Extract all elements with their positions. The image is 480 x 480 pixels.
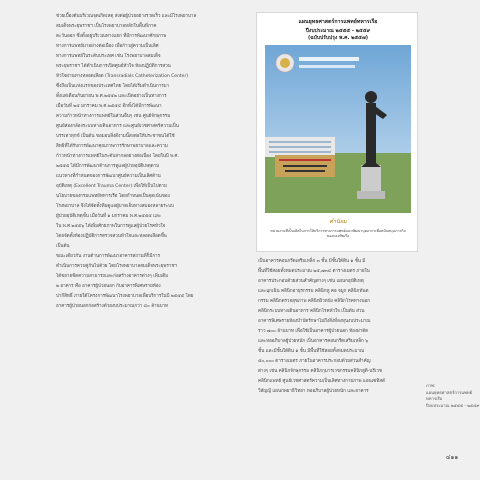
text-line: อาคารผู้ป่วยนอกก่อสร้างด้วยงบประมาณกว่า ๘๐ ล้านบาท <box>56 304 168 309</box>
text-line: พื้นที่ใช้สอยทั้งหมดประมาณ ๒๕,๗๓๔ ตารางเมตร ภายใน <box>258 269 370 274</box>
text-line: ต่างๆ เช่น คลินิกจักษุกรรม คลินิกกุมารเวชกรรมคลินิกสูติ-นรีเวช <box>258 369 382 374</box>
text-line: ตั้งแต่เดือนกันยายน พ.ศ.๒๕๕๒ และเปิดอย่างเป็นทางการ <box>56 94 167 99</box>
text-line: ตะวันออก ซึ่งตั้งอยู่บริเวณทางแยก ที่มีการพัฒนาศักยภาพ <box>56 34 167 39</box>
text-line: เมื่อวันที่ ๒๕ มกราคม พ.ศ.๒๕๕๔ อีกทั้งได้มีการพัฒนา <box>56 104 162 109</box>
text-line: ปากีสิทธิ์ ภายใต้โครงการพัฒนาโรงพยาบาลเพื่อบริการในปี ๒๕๕๕ โดย <box>56 294 194 299</box>
text-line: เป็นอาคารคอนกรีตเสริมเหล็ก ๓ ชั้น มีชั้นใต้ดิน ๑ ชั้น มี <box>258 259 366 264</box>
text-line: อุบัติเหตุ (Excellent Trauma Center) เพื่อให้เป็นไปตาม <box>56 184 167 189</box>
text-line: วิสัญญี แผนกพยาธิวิทยา หออภิบาลผู้ป่วยหนัก และอาคาร <box>258 389 369 394</box>
text-line: หัวใจผ่านทางหลอดเลือด (Transradials Catheterization Center) <box>56 74 189 79</box>
text-line: อาคารประกอบด้วยส่วนสำคัญต่างๆ เช่น แผนกอุบัติเหตุ <box>258 279 364 284</box>
cover-revision: (ฉบับปรับปรุง พ.ศ. ๒๕๕๗) <box>307 35 369 41</box>
book-cover-image <box>256 12 418 252</box>
text-line: ศูนย์ส่องกล้องระบบทางเดินอาหาร และศูนย์เวชศาสตร์ความเป็น <box>56 124 179 129</box>
text-line: คลินิกแพทย์ ศูนย์เวชศาสตร์ความเป็นเลิศทางกายภาพ แอนเซทิสต์ <box>258 379 385 384</box>
text-line: เป็นต้น <box>56 244 70 249</box>
text-line: ราว ๗๐๐ ล้านบาท เพื่อใช้เป็นอาคารผู้ป่วยนอก ห้องผ่าตัด <box>258 329 369 334</box>
text-line: คลินิกระบบทางเดินอาหาร คลินิกโรคหัวใจ เป็นต้น ส่วน <box>258 309 365 314</box>
text-line: และหออภิบาลผู้ป่วยหนัก เป็นอาคารคอนกรีตเสริมเหล็ก ๖ <box>258 339 369 344</box>
text-line: ๕๐,๐๐๐ ตารางเมตร ภายในอาคารประกอบด้วยส่วนสำคัญ <box>258 359 371 364</box>
page-number: ๔๑๑ <box>446 454 459 461</box>
cover-title: แผนยุทธศาสตร์การแพทย์ทหารเรือ <box>298 19 378 25</box>
right-text-column <box>258 257 418 397</box>
text-line: ความก้าวหน้าทางการแพทย์ในส่วนอื่นๆ เช่น ศูนย์จักษุกรรม <box>56 114 171 119</box>
text-line: ได้ขยายขีดความสามารถและก่อสร้างอาคารต่างๆ เพิ่มเติม <box>56 274 169 279</box>
text-line: อาคารพิเศษรายห้องบำบัดรักษาไม่ถึงสิ่งที่ลงทุนงบประมาณ <box>258 319 371 324</box>
text-line: สิทธิที่ได้รับการพัฒนาคุณภาพการรักษาพยาบาลและความ <box>56 144 168 149</box>
text-line: สมเด็จพระยุพราชฯ เป็นโรงพยาบาลหลักในพื้นที่ภาค <box>56 24 157 29</box>
image-caption <box>426 383 480 409</box>
text-line: ก้าวหน้าทางการแพทย์ในระดับสากลอย่างต่อเนื่อง โดยในปี พ.ศ. <box>56 154 179 159</box>
text-line: ดำเนินการควบคู่กันไปด้วย โดยโรงพยาบาลสมเด็จพระยุพราชฯ <box>56 264 177 269</box>
text-line: ขณะเดียวกัน งานด้านการพัฒนาอาคารสถานที่ก็มีการ <box>56 254 160 259</box>
cover-footer-text: หน่วยงานที่เป็นเลิศในการให้บริการทางการแพทย์และพัฒนาบุคลากรเพื่อสนับสนุนภารกิจของกองทัพเรือ <box>270 229 406 238</box>
text-line: พระยุพราชฯ ได้ดำเนินการเปิดศูนย์หัวใจ ห้องปฏิบัติการสวน <box>56 64 171 69</box>
text-line: ทางการแพทย์ในระดับประเทศ เช่น โรงพยาบาลสมเด็จ <box>56 54 161 59</box>
text-line: โรงพยาบาล จึงได้จัดตั้งทีมดูแลผู้บาดเจ็บทางสมองหลายระบบ <box>56 204 174 209</box>
text-line: บรรเทาทุกข์ เป็นต้น ขอมอบสิ่งดีงามนี้ส่งต่อให้ประชาชนได้ใช้ <box>56 134 175 139</box>
text-line: ๒๕๕๕ ได้มีการพัฒนาด้านการดูแลผู้ป่วยอุบัติเหตุตาม <box>56 164 160 169</box>
text-line: และฉุกเฉิน คลินิกอายุรกรรม คลินิกหู คอ จมูก คลินิกทันต <box>258 289 369 294</box>
text-line: ทางการแพทย์มาอย่างต่อเนื่อง เพื่อก้าวสู่ความเป็นเลิศ <box>56 44 159 49</box>
text-line: นโยบายของกรมแพทย์ทหารเรือ โดยกำหนดเป็นจุดเน้นของ <box>56 194 170 199</box>
text-line: ช่วยเบื้องต้นบริเวณจุดเกิดเหตุ ส่งต่อผู้ป่วยอย่างรวดเร็ว และมีโรงพยาบาล <box>56 14 197 19</box>
text-line: ใน พ.ศ.๒๕๕๖ ได้เพิ่มศักยภาพในการดูแลผู้ป่วยโรคหัวใจ <box>56 224 166 229</box>
monument-photo <box>265 45 411 213</box>
caption-line: แผนยุทธศาสตร์การแพทย์ทหารเรือ <box>426 389 473 401</box>
text-line: ๒ อาคาร คือ อาคารผู้ป่วยนอก กับอาคารพิเศษรายห้อง <box>56 284 161 289</box>
caption-line: ปีงบประมาณ ๒๕๕๕ - ๒๕๕๙ <box>426 402 480 408</box>
caption-line: ภาพ: <box>426 383 436 388</box>
text-line: ผู้ป่วยอุบัติเหตุขั้น เมื่อวันที่ ๑ มกราคม พ.ศ.๒๕๕๕ และ <box>56 214 162 219</box>
cover-years: ปีงบประมาณ ๒๕๕๕ - ๒๕๕๙ <box>305 28 371 34</box>
text-line: โดยจัดตั้งห้องปฏิบัติการตรวจสวนหัวใจและหลอดเลือดขึ้น <box>56 234 167 239</box>
text-line: ชั้น และมีชั้นใต้ดิน ๑ ชั้น มีพื้นที่ใช้สอยทั้งหมดประมาณ <box>258 349 365 354</box>
cover-caption: คำนิยม <box>329 219 347 225</box>
text-line: ซึ่งถือเป็นแห่งแรกของประเทศไทย โดยได้เริ่มดำเนินการมา <box>56 84 170 89</box>
text-line: กรรม คลินิกตรวจสุขภาพ คลินิกผิวหนัง คลินิกโรคทางนอก <box>258 299 370 304</box>
text-line: แนวทางที่กำหนดของการพัฒนาศูนย์ความเป็นเลิศด้าน <box>56 174 161 179</box>
left-text-column <box>56 12 208 312</box>
